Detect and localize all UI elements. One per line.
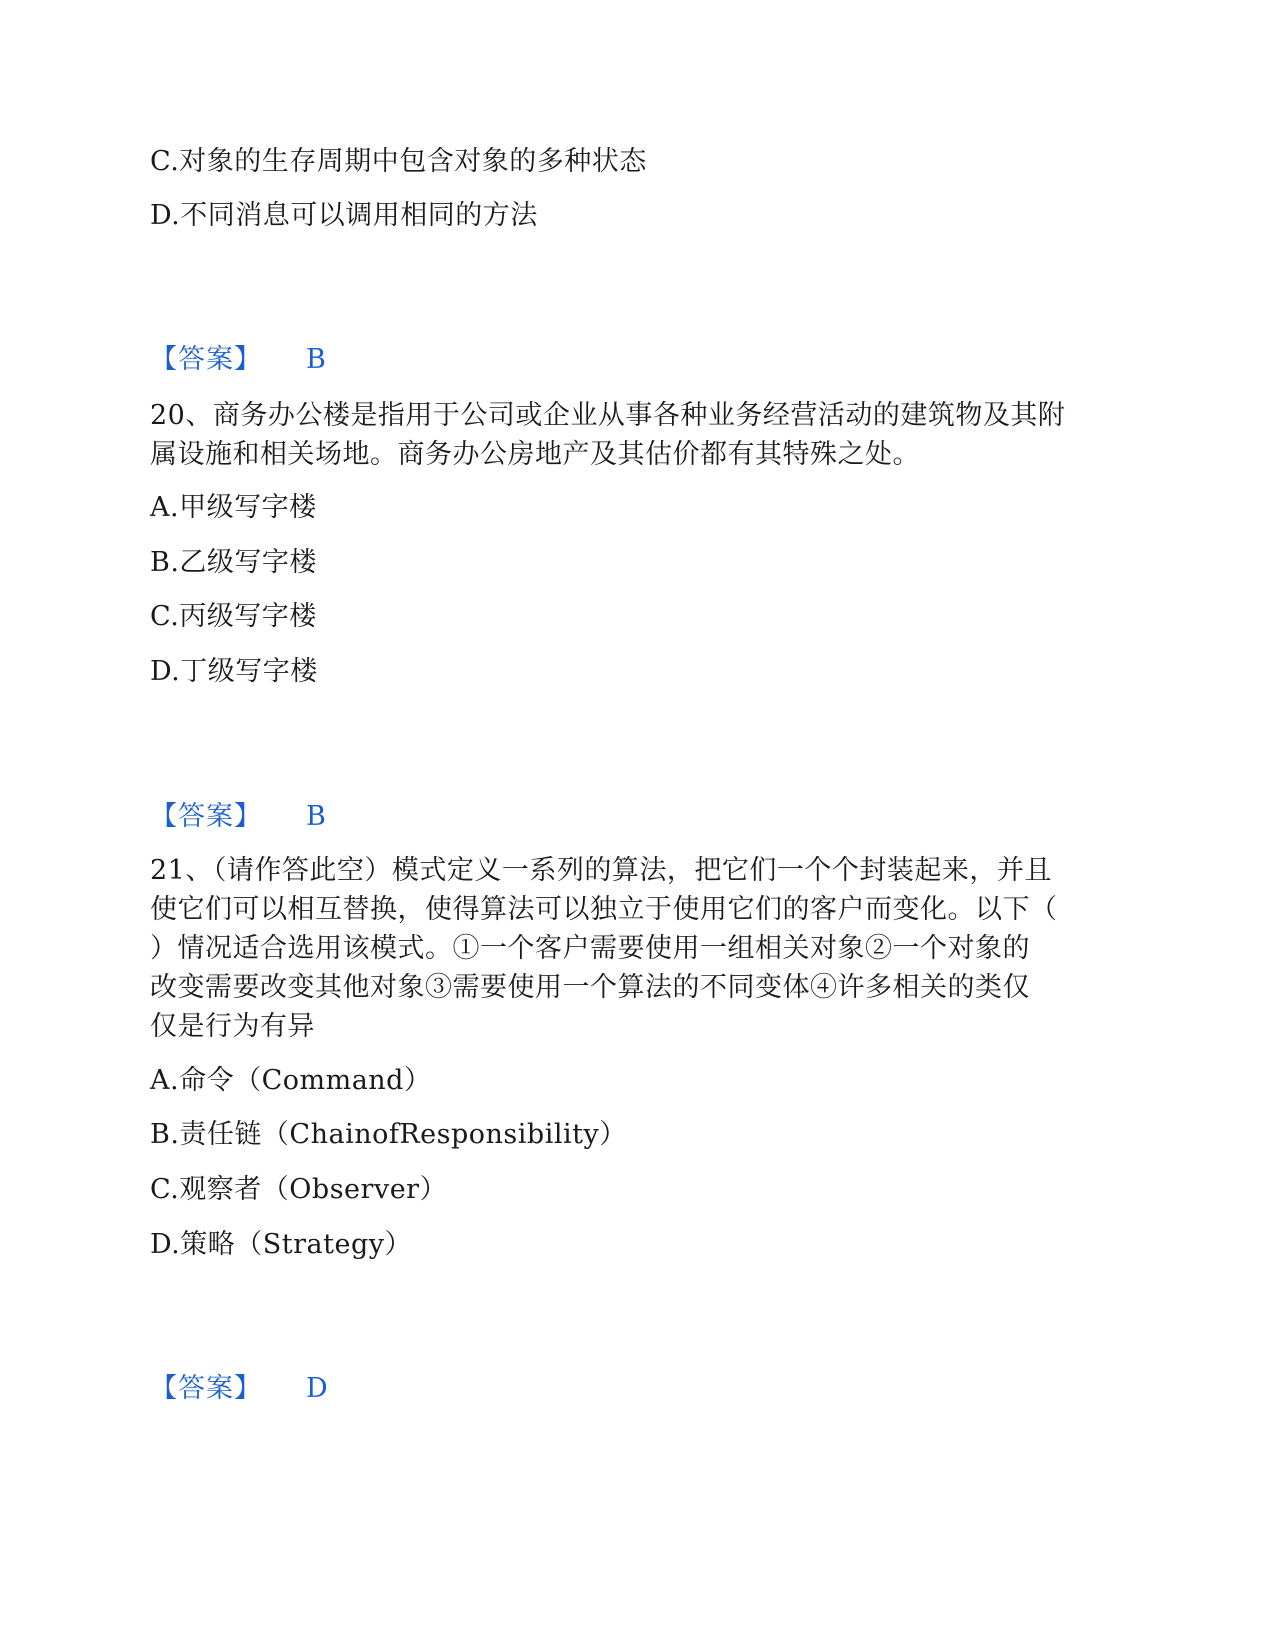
q21-stem-line-3: ）情况适合选用该模式。①一个客户需要使用一组相关对象②一个对象的	[150, 933, 1030, 964]
q20-option-d: D.丁级写字楼	[150, 656, 318, 687]
answer-label: 【答案】	[150, 1373, 262, 1404]
q21-option-a: A.命令（Command）	[150, 1065, 432, 1096]
q20-option-b: B.乙级写字楼	[150, 547, 317, 578]
q21-option-d: D.策略（Strategy）	[150, 1229, 412, 1260]
q21-stem-line-2: 使它们可以相互替换，使得算法可以独立于使用它们的客户而变化。以下（	[150, 894, 1058, 925]
q21-stem-line-1: 21、（请作答此空）模式定义一系列的算法，把它们一个个封装起来，并且	[150, 855, 1052, 886]
q21-option-b: B.责任链（ChainofResponsibility）	[150, 1119, 627, 1150]
answer-value: B	[306, 801, 326, 832]
answer-label: 【答案】	[150, 801, 262, 832]
q21-stem-line-5: 仅是行为有异	[150, 1011, 315, 1042]
q19-option-c: C.对象的生存周期中包含对象的多种状态	[150, 146, 647, 177]
answer-value: D	[306, 1373, 328, 1404]
q20-stem-line-1: 20、商务办公楼是指用于公司或企业从事各种业务经营活动的建筑物及其附	[150, 400, 1066, 431]
q21-stem-line-4: 改变需要改变其他对象③需要使用一个算法的不同变体④许多相关的类仅	[150, 972, 1030, 1003]
q21-option-c: C.观察者（Observer）	[150, 1174, 448, 1205]
answer-label: 【答案】	[150, 344, 262, 375]
q19-answer	[150, 340, 326, 380]
q19-option-d: D.不同消息可以调用相同的方法	[150, 200, 538, 231]
q20-stem-line-2: 属设施和相关场地。商务办公房地产及其估价都有其特殊之处。	[150, 439, 920, 470]
q20-option-a: A.甲级写字楼	[150, 492, 317, 523]
answer-value: B	[306, 344, 326, 375]
q20-option-c: C.丙级写字楼	[150, 601, 317, 632]
q20-answer	[150, 797, 326, 837]
q21-answer	[150, 1369, 328, 1409]
